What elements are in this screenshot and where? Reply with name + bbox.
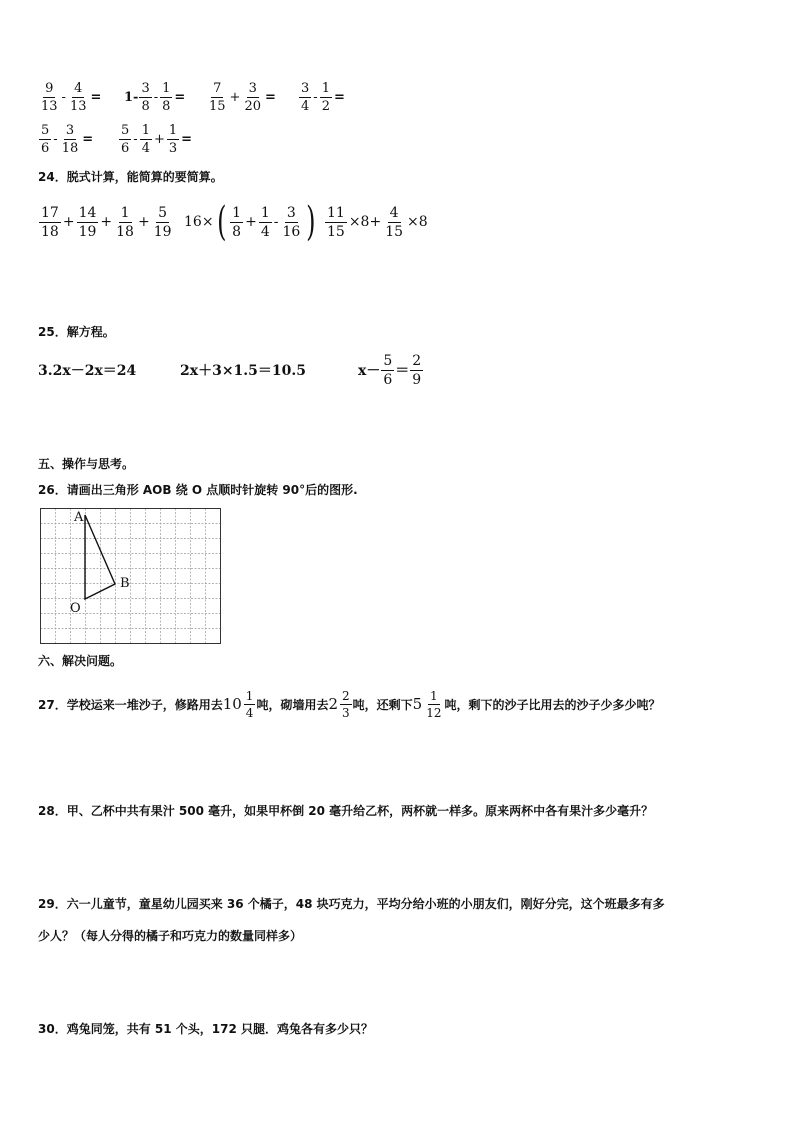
leading-term: 1- [124, 89, 139, 105]
denominator: 6 [41, 140, 50, 156]
q24-expr-3 [324, 206, 429, 239]
denominator: 18 [61, 140, 79, 156]
denominator: 9 [412, 371, 422, 388]
numerator: 5 [158, 204, 168, 221]
denominator: 4 [301, 98, 310, 114]
operator: - [273, 214, 279, 230]
q25-equation-3 [358, 354, 424, 387]
q29-line-1: 29．六一儿童节，童星幼儿园买来 36 个橘子，48 块巧克力，平均分给小班的小朋友们，刚好分完，这个班最多有多 [38, 897, 665, 911]
denominator: 16 [282, 223, 301, 240]
numerator: 1 [120, 204, 130, 221]
denominator: 6 [121, 140, 130, 156]
numerator: 17 [41, 204, 59, 221]
denominator: 20 [244, 98, 261, 114]
denominator: 4 [141, 140, 150, 156]
numerator: 7 [213, 80, 222, 96]
mixed-number-3 [413, 690, 445, 719]
denominator: 4 [245, 705, 254, 720]
q30-text: 30．鸡兔同笼，共有 51 个头，172 只腿．鸡兔各有多少只？ [38, 1022, 373, 1036]
q23-expr-2 [124, 82, 206, 113]
operator: - [133, 131, 138, 147]
right-paren: ) [306, 199, 316, 245]
q23-row-1 [38, 80, 346, 114]
triangle-aob [85, 515, 115, 599]
label-a: A [74, 510, 84, 525]
operator: - [153, 89, 159, 105]
q25-title: 25．解方程。 [38, 325, 115, 339]
numerator: 5 [41, 122, 50, 138]
q23-expr-5 [38, 124, 118, 155]
denominator: 8 [232, 223, 242, 240]
numerator: 1 [245, 688, 254, 703]
q24-expressions [38, 200, 429, 244]
q25-equations [38, 350, 424, 390]
denominator: 13 [41, 98, 58, 114]
operator: ×8 [407, 214, 428, 230]
leading-term: 16× [184, 214, 214, 230]
denominator: 3 [168, 140, 178, 156]
operator: + [137, 214, 150, 230]
q26-title: 26．请画出三角形 AOB 绕 O 点顺时针旋转 90°后的图形. [38, 483, 358, 497]
denominator: 6 [383, 371, 393, 388]
section-5-heading: 五、操作与思考。 [38, 457, 135, 471]
numerator: 1 [430, 688, 438, 703]
numerator: 4 [389, 204, 399, 221]
operator: ×8+ [348, 214, 382, 230]
q23-expr-1 [38, 82, 124, 113]
q27-text [38, 682, 661, 726]
numerator: 3 [301, 80, 310, 96]
denominator: 19 [78, 223, 97, 240]
numerator: 5 [383, 352, 393, 369]
q25-equation-2: 2x＋3×1.5＝10.5 [180, 363, 307, 379]
numerator: 1 [168, 122, 178, 138]
q25-equation-1: 3.2x－2x＝24 [38, 363, 137, 379]
equals-sign: = [333, 89, 345, 105]
denominator: 2 [321, 98, 330, 114]
denominator: 8 [162, 98, 171, 114]
section-6-heading: 六、解决问题。 [38, 654, 123, 668]
numerator: 1 [321, 80, 330, 96]
q23-expr-6 [118, 124, 193, 155]
denominator: 8 [141, 98, 150, 114]
operator: + [245, 214, 257, 230]
q27-part-4: 吨，剩下的沙子比用去的沙子少多少吨？ [444, 697, 661, 712]
mixed-number-2 [328, 690, 352, 719]
operator: + [229, 89, 241, 105]
equals-sign: ＝ [395, 363, 410, 379]
operator: + [62, 214, 75, 230]
whole-part: 5 [412, 695, 423, 713]
denominator: 19 [153, 223, 172, 240]
mixed-number-1 [223, 690, 257, 719]
numerator: 2 [412, 352, 422, 369]
whole-part: 10 [222, 695, 242, 713]
q28-text: 28．甲、乙杯中共有果汁 500 毫升，如果甲杯倒 20 毫升给乙杯，两杯就一样多。原来两杯中各有果汁多少毫升？ [38, 804, 654, 818]
numerator: 3 [248, 80, 257, 96]
equals-sign: = [174, 89, 186, 105]
label-o: O [70, 601, 81, 616]
q23-row-2 [38, 122, 193, 156]
leading-term: x－ [358, 363, 381, 379]
operator: - [313, 89, 318, 105]
numerator: 3 [141, 80, 150, 96]
denominator: 18 [116, 223, 134, 240]
numerator: 1 [141, 122, 150, 138]
numerator: 9 [45, 80, 54, 96]
denominator: 3 [342, 705, 350, 720]
operator: - [61, 89, 66, 105]
rotation-grid-figure [40, 508, 222, 646]
equals-sign: = [82, 131, 94, 147]
q24-title: 24．脱式计算，能简算的要简算。 [38, 170, 223, 184]
numerator: 1 [162, 80, 171, 96]
denominator: 15 [385, 223, 404, 240]
operator: + [100, 214, 113, 230]
q24-expr-1 [38, 206, 184, 239]
grid-lines [41, 509, 221, 644]
numerator: 11 [327, 204, 345, 221]
q24-expr-2 [184, 199, 324, 245]
numerator: 1 [232, 204, 242, 221]
label-b: B [120, 576, 130, 591]
operator: + [153, 131, 165, 147]
left-paren: ( [216, 199, 227, 245]
whole-part: 2 [328, 695, 338, 713]
denominator: 4 [260, 223, 270, 240]
q27-part-3: 吨，还剩下 [352, 697, 413, 712]
numerator: 2 [342, 688, 350, 703]
numerator: 3 [65, 122, 75, 138]
numerator: 1 [260, 204, 270, 221]
denominator: 18 [41, 223, 59, 240]
equals-sign: = [90, 89, 102, 105]
numerator: 3 [286, 204, 296, 221]
denominator: 12 [426, 705, 442, 720]
numerator: 4 [74, 80, 83, 96]
q23-expr-4 [298, 82, 346, 113]
equals-sign: = [265, 89, 276, 105]
equals-sign: = [181, 131, 193, 147]
operator: - [53, 131, 58, 147]
q27-part-1: 27．学校运来一堆沙子，修路用去 [38, 697, 223, 712]
numerator: 5 [121, 122, 130, 138]
q29-line-2: 少人？（每人分得的橘子和巧克力的数量同样多） [38, 929, 303, 943]
q23-expr-3 [206, 82, 298, 113]
q27-part-2: 吨，砌墙用去 [256, 697, 329, 712]
denominator: 13 [69, 98, 87, 114]
numerator: 14 [78, 204, 97, 221]
denominator: 15 [209, 98, 226, 114]
denominator: 15 [327, 223, 345, 240]
